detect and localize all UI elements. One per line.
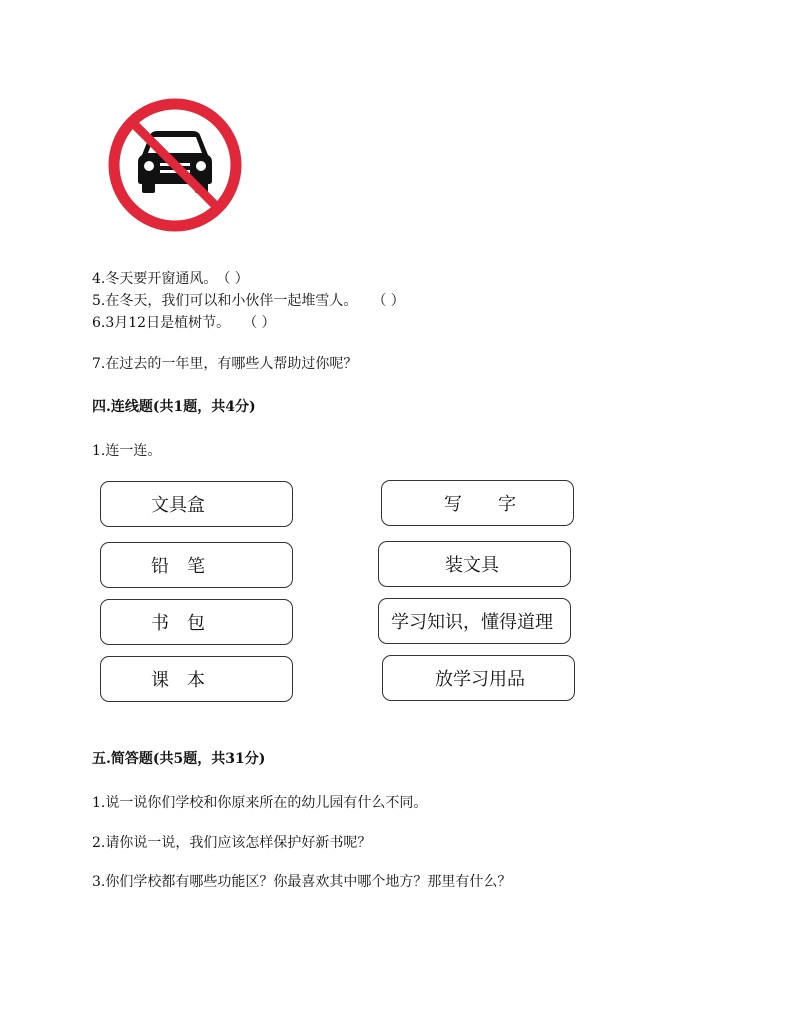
section-4-heading: 四.连线题(共1题，共4分) bbox=[92, 399, 256, 415]
section-5-heading: 五.简答题(共5题，共31分) bbox=[92, 751, 266, 767]
match-left-item-2[interactable]: 铅 笔 bbox=[100, 542, 293, 588]
match-right-item-2[interactable]: 装文具 bbox=[378, 541, 571, 587]
no-motor-vehicles-sign-icon bbox=[104, 95, 246, 235]
match-left-item-4[interactable]: 课 本 bbox=[100, 656, 293, 702]
short-answer-question-2: 2.请你说一说，我们应该怎样保护好新书呢？ bbox=[92, 835, 372, 851]
match-right-item-3[interactable]: 学习知识，懂得道理 bbox=[378, 598, 571, 644]
judgement-question-6: 6.3月12日是植树节。 （ ） bbox=[92, 315, 276, 331]
match-left-item-3[interactable]: 书 包 bbox=[100, 599, 293, 645]
match-right-item-1[interactable]: 写 字 bbox=[381, 480, 574, 526]
judgement-question-4: 4.冬天要开窗通风。 （ ） bbox=[92, 271, 249, 287]
section-4-instruction: 1.连一连。 bbox=[92, 443, 162, 459]
match-right-item-4[interactable]: 放学习用品 bbox=[382, 655, 575, 701]
short-answer-question-3: 3.你们学校都有哪些功能区？你最喜欢其中哪个地方？那里有什么？ bbox=[92, 874, 512, 890]
answer-blank[interactable]: （ ） bbox=[379, 293, 405, 309]
answer-blank[interactable]: （ ） bbox=[250, 315, 276, 331]
answer-blank[interactable]: （ ） bbox=[223, 271, 249, 287]
match-left-item-1[interactable]: 文具盒 bbox=[100, 481, 293, 527]
short-answer-question-1: 1.说一说你们学校和你原来所在的幼儿园有什么不同。 bbox=[92, 795, 428, 811]
judgement-question-5: 5.在冬天，我们可以和小伙伴一起堆雪人。 （ ） bbox=[92, 293, 405, 309]
question-7: 7.在过去的一年里，有哪些人帮助过你呢？ bbox=[92, 356, 358, 372]
